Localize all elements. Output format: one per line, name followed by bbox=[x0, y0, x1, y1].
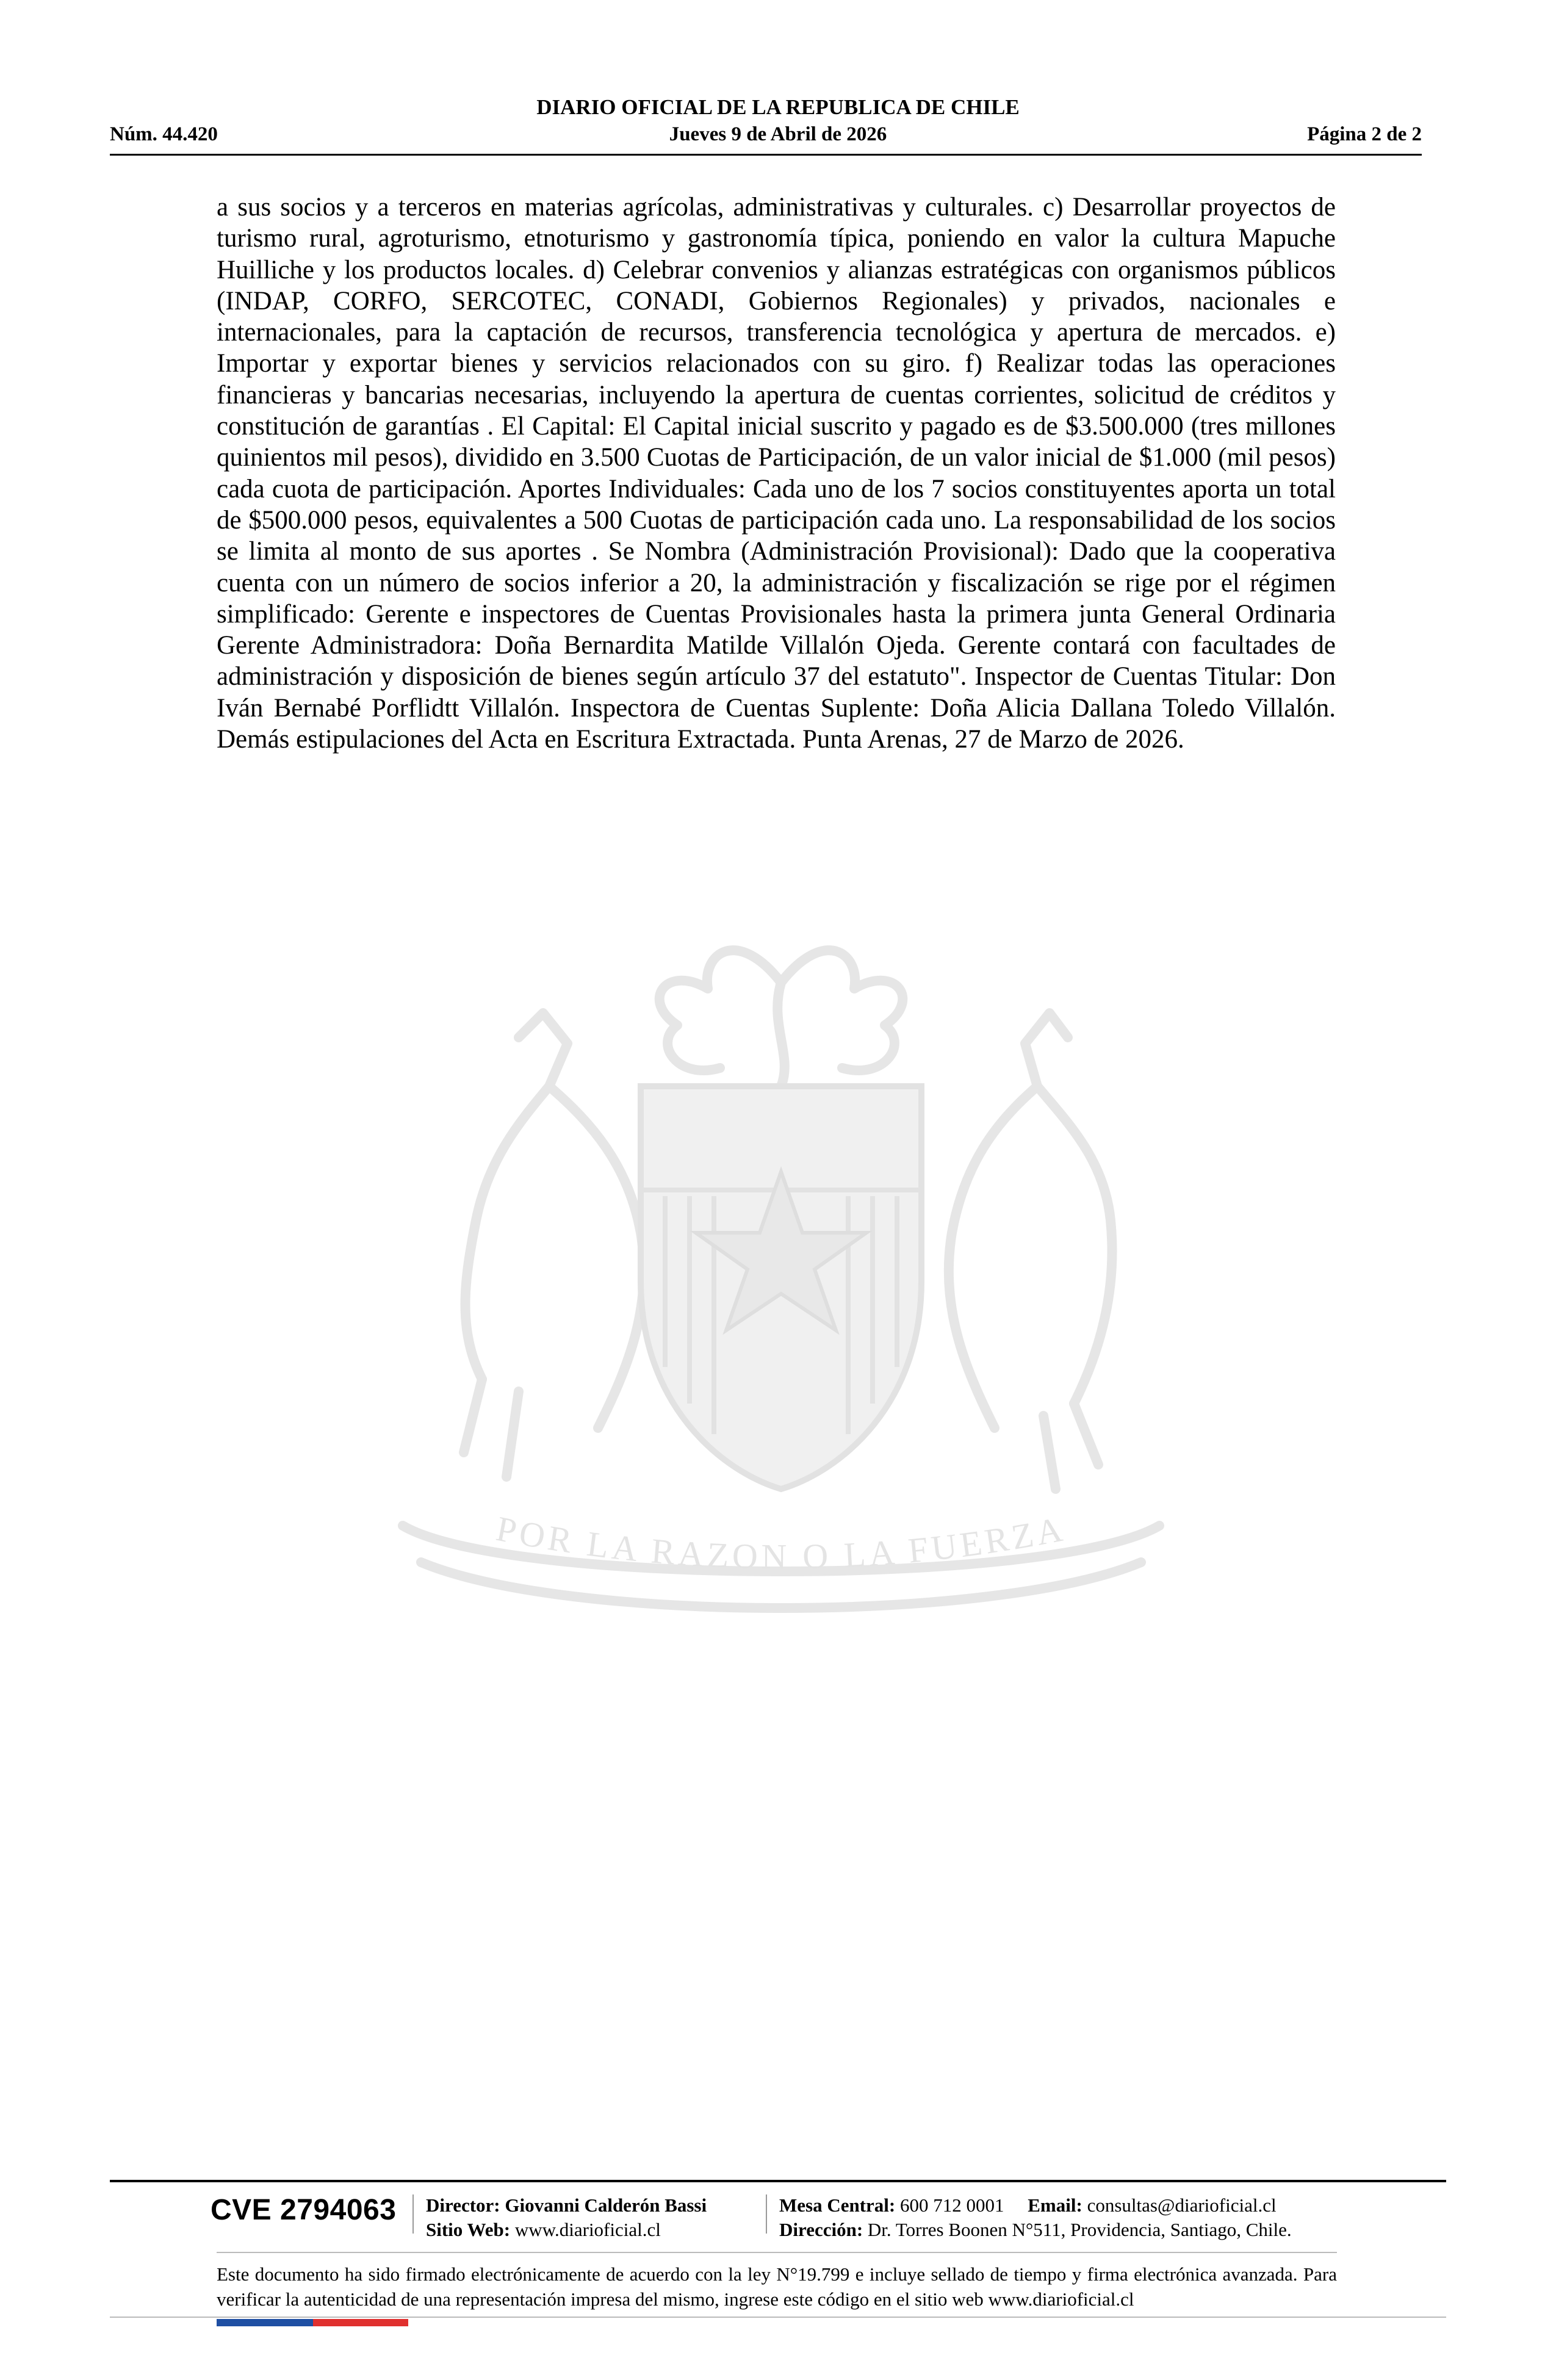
issue-date: Jueves 9 de Abril de 2026 bbox=[669, 123, 887, 145]
director-label: Director: bbox=[426, 2194, 500, 2216]
header-divider bbox=[110, 154, 1422, 156]
address-label: Dirección: bbox=[779, 2219, 863, 2240]
address-line bbox=[779, 2219, 1292, 2241]
legal-notice: Este documento ha sido firmado electrónicamente de acuerdo con la ley N°19.799 e incluye sellado de tiempo y firma electrónica avanzada. Para verificar la autenticidad de una representación impresa del mismo, ingrese este código en el sitio web www.diarioficial.cl bbox=[217, 2263, 1337, 2310]
footer-separator bbox=[766, 2194, 767, 2234]
issue-number: Núm. 44.420 bbox=[110, 123, 218, 145]
phone-number: 600 712 0001 bbox=[900, 2194, 1004, 2216]
footer-bottom-divider bbox=[110, 2317, 1446, 2318]
phone-label: Mesa Central: bbox=[779, 2194, 896, 2216]
website-line bbox=[426, 2219, 661, 2241]
footer-top-divider bbox=[110, 2180, 1446, 2182]
flag-stripe-blue bbox=[217, 2319, 313, 2326]
address-value: Dr. Torres Boonen N°511, Providencia, Santiago, Chile. bbox=[867, 2219, 1292, 2240]
director-line bbox=[426, 2194, 707, 2216]
watermark-motto: POR LA RAZON O LA FUERZA bbox=[493, 1508, 1069, 1577]
newspaper-title: DIARIO OFICIAL DE LA REPUBLICA DE CHILE bbox=[536, 95, 1020, 119]
cve-code: CVE 2794063 bbox=[211, 2194, 397, 2226]
page-indicator: Página 2 de 2 bbox=[1307, 123, 1422, 145]
website-label: Sitio Web: bbox=[426, 2219, 511, 2240]
website-link[interactable]: www.diarioficial.cl bbox=[514, 2219, 661, 2240]
document-body-text: a sus socios y a terceros en materias agrícolas, administrativas y culturales. c) Desarrollar proyectos de turismo rural, agroturismo, etnoturismo y gastronomía típica, poniendo en valor la cultura Mapuche Huilliche y los productos locales. d) Celebrar convenios y alianzas estratégicas con organismos públicos (INDAP, CORFO, SERCOTEC, CONADI, Gobiernos Regionales) y privados, nacionales e internacionales, para la captación de recursos, transferencia tecnológica y apertura de mercados. e) Importar y exportar bienes y servicios relacionados con su giro. f) Realizar todas las operaciones financieras y bancarias necesarias, incluyendo la apertura de cuentas corrientes, solicitud de créditos y constitución de garantías . El Capital: El Capital inicial suscrito y pagado es de $3.500.000 (tres millones quinientos mil pesos), dividido en 3.500 Cuotas de Participación, de un valor inicial de $1.000 (mil pesos) cada cuota de participación. Aportes Individuales: Cada uno de los 7 socios constituyentes aporta un total de $500.000 pesos, equivalentes a 500 Cuotas de participación cada uno. La responsabilidad de los socios se limita al monto de sus aportes . Se Nombra (Administración Provisional): Dado que la cooperativa cuenta con un número de socios inferior a 20, la administración y fiscalización se rige por el régimen simplificado: Gerente e inspectores de Cuentas Provisionales hasta la primera junta General Ordinaria Gerente Administradora: Doña Bernardita Matilde Villalón Ojeda. Gerente contará con facultades de administración y disposición de bienes según artículo 37 del estatuto". Inspector de Cuentas Titular: Don Iván Bernabé Porflidtt Villalón. Inspectora de Cuentas Suplente: Doña Alicia Dallana Toledo Villalón. Demás estipulaciones del Acta en Escritura Extractada. Punta Arenas, 27 de Marzo de 2026. bbox=[217, 193, 1336, 754]
flag-stripe-red bbox=[313, 2319, 408, 2326]
contact-line bbox=[779, 2194, 1277, 2216]
coat-of-arms-watermark bbox=[201, 903, 1361, 1672]
footer-separator bbox=[412, 2194, 414, 2234]
footer-mid-divider bbox=[217, 2252, 1337, 2253]
email-label: Email: bbox=[1028, 2194, 1082, 2216]
director-name: Giovanni Calderón Bassi bbox=[505, 2194, 707, 2216]
email-link[interactable]: consultas@diarioficial.cl bbox=[1087, 2194, 1277, 2216]
